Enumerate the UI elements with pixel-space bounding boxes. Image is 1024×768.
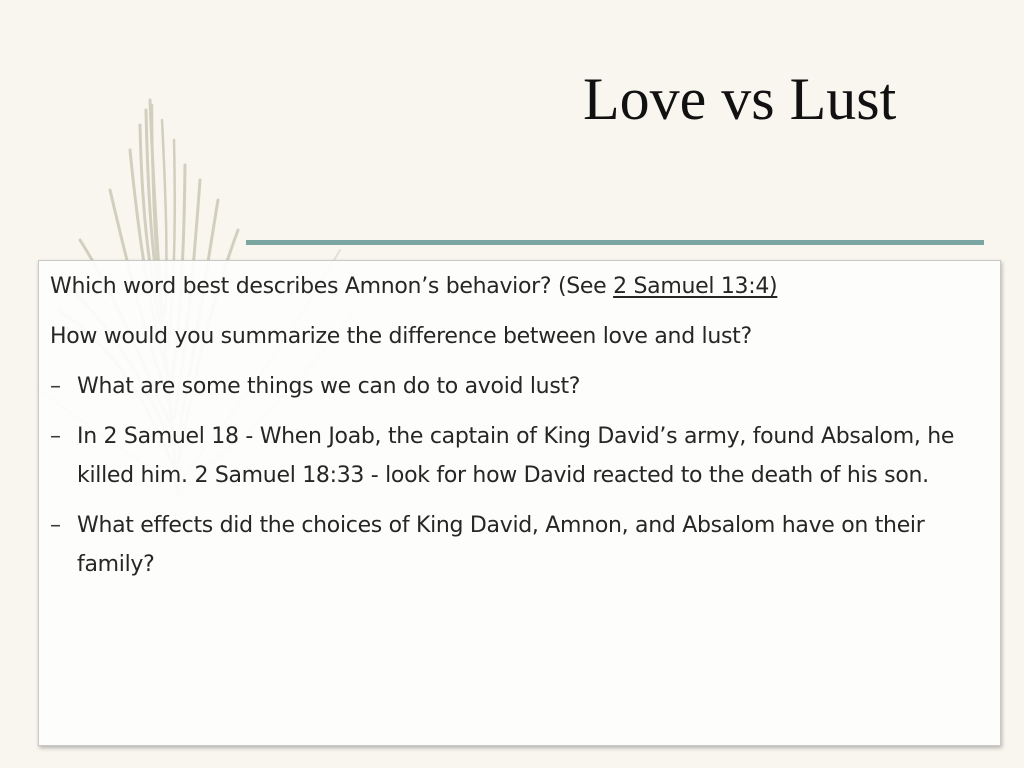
sub-question-text: What effects did the choices of King David, Amnon, and Absalom have on their family? (77, 513, 925, 577)
discussion-list (50, 267, 995, 595)
sub-question-text: What are some things we can do to avoid lust? (77, 374, 581, 399)
question-text: Which word best describes Amnon’s behavior? (See (50, 274, 614, 299)
dash-bullet: – (50, 374, 61, 399)
scripture-reference-link[interactable]: 2 Samuel 13:4) (613, 274, 778, 299)
dash-bullet: – (50, 513, 61, 538)
list-item (50, 317, 995, 356)
dash-bullet: – (50, 424, 61, 449)
sub-question-text: In 2 Samuel 18 - When Joab, the captain of King David’s army, found Absalom, he killed him. 2 Samuel 18:33 - look for how David reacted to the death of his son. (77, 424, 955, 488)
list-item (50, 417, 995, 495)
list-item (50, 267, 995, 306)
question-text: How would you summarize the difference between love and lust? (50, 324, 752, 349)
list-item (50, 367, 995, 406)
list-item (50, 506, 995, 584)
slide-title: Love vs Lust (583, 66, 897, 132)
title-divider (246, 240, 984, 245)
content-panel (38, 260, 1001, 746)
